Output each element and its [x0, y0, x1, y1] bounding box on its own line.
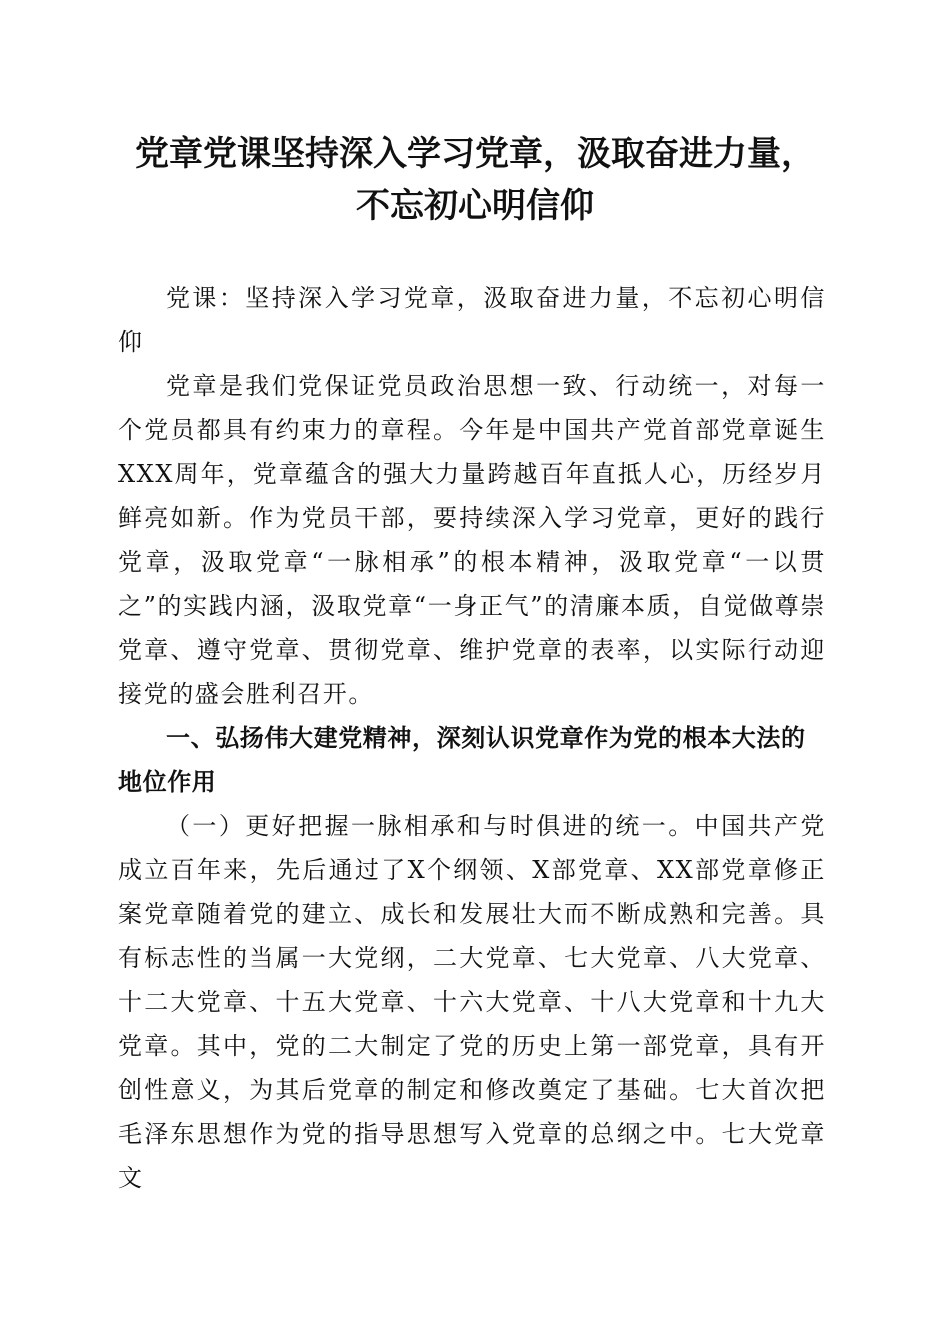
subtitle-paragraph: 党课：坚持深入学习党章，汲取奋进力量，不忘初心明信仰 [118, 284, 826, 356]
intro-paragraph: 党章是我们党保证党员政治思想一致、行动统一，对每一个党员都具有约束力的章程。今年是中国共产党首部党章诞生XXX周年，党章蕴含的强大力量跨越百年直抵人心，历经岁月鲜亮如新。作为党员干部，要持续深入学习党章，更好的践行党章，汲取党章“一脉相承”的根本精神，汲取党章“一以贯之”的实践内涵，汲取党章“一身正气”的清廉本质，自觉做尊崇党章、遵守党章、贯彻党章、维护党章的表率，以实际行动迎接党的盛会胜利召开。 [118, 372, 826, 708]
title-line-2: 不忘初心明信仰 [356, 186, 594, 226]
document-body [118, 276, 826, 1200]
section-1-paragraph-1: （一）更好把握一脉相承和与时俱进的统一。中国共产党成立百年来，先后通过了X个纲领、X部党章、XX部党章修正案党章随着党的建立、成长和发展壮大而不断成熟和完善。具有标志性的当属一大党纲，二大党章、七大党章、八大党章、十二大党章、十五大党章、十六大党章、十八大党章和十九大党章。其中，党的二大制定了党的历史上第一部党章，具有开创性意义，为其后党章的制定和修改奠定了基础。七大首次把毛泽东思想作为党的指导思想写入党章的总纲之中。七大党章文 [118, 812, 826, 1192]
document-title [100, 128, 850, 232]
section-1-heading: 一、弘扬伟大建党精神，深刻认识党章作为党的根本大法的地位作用 [118, 724, 806, 796]
title-line-1: 党章党课坚持深入学习党章，汲取奋进力量， [135, 134, 815, 174]
